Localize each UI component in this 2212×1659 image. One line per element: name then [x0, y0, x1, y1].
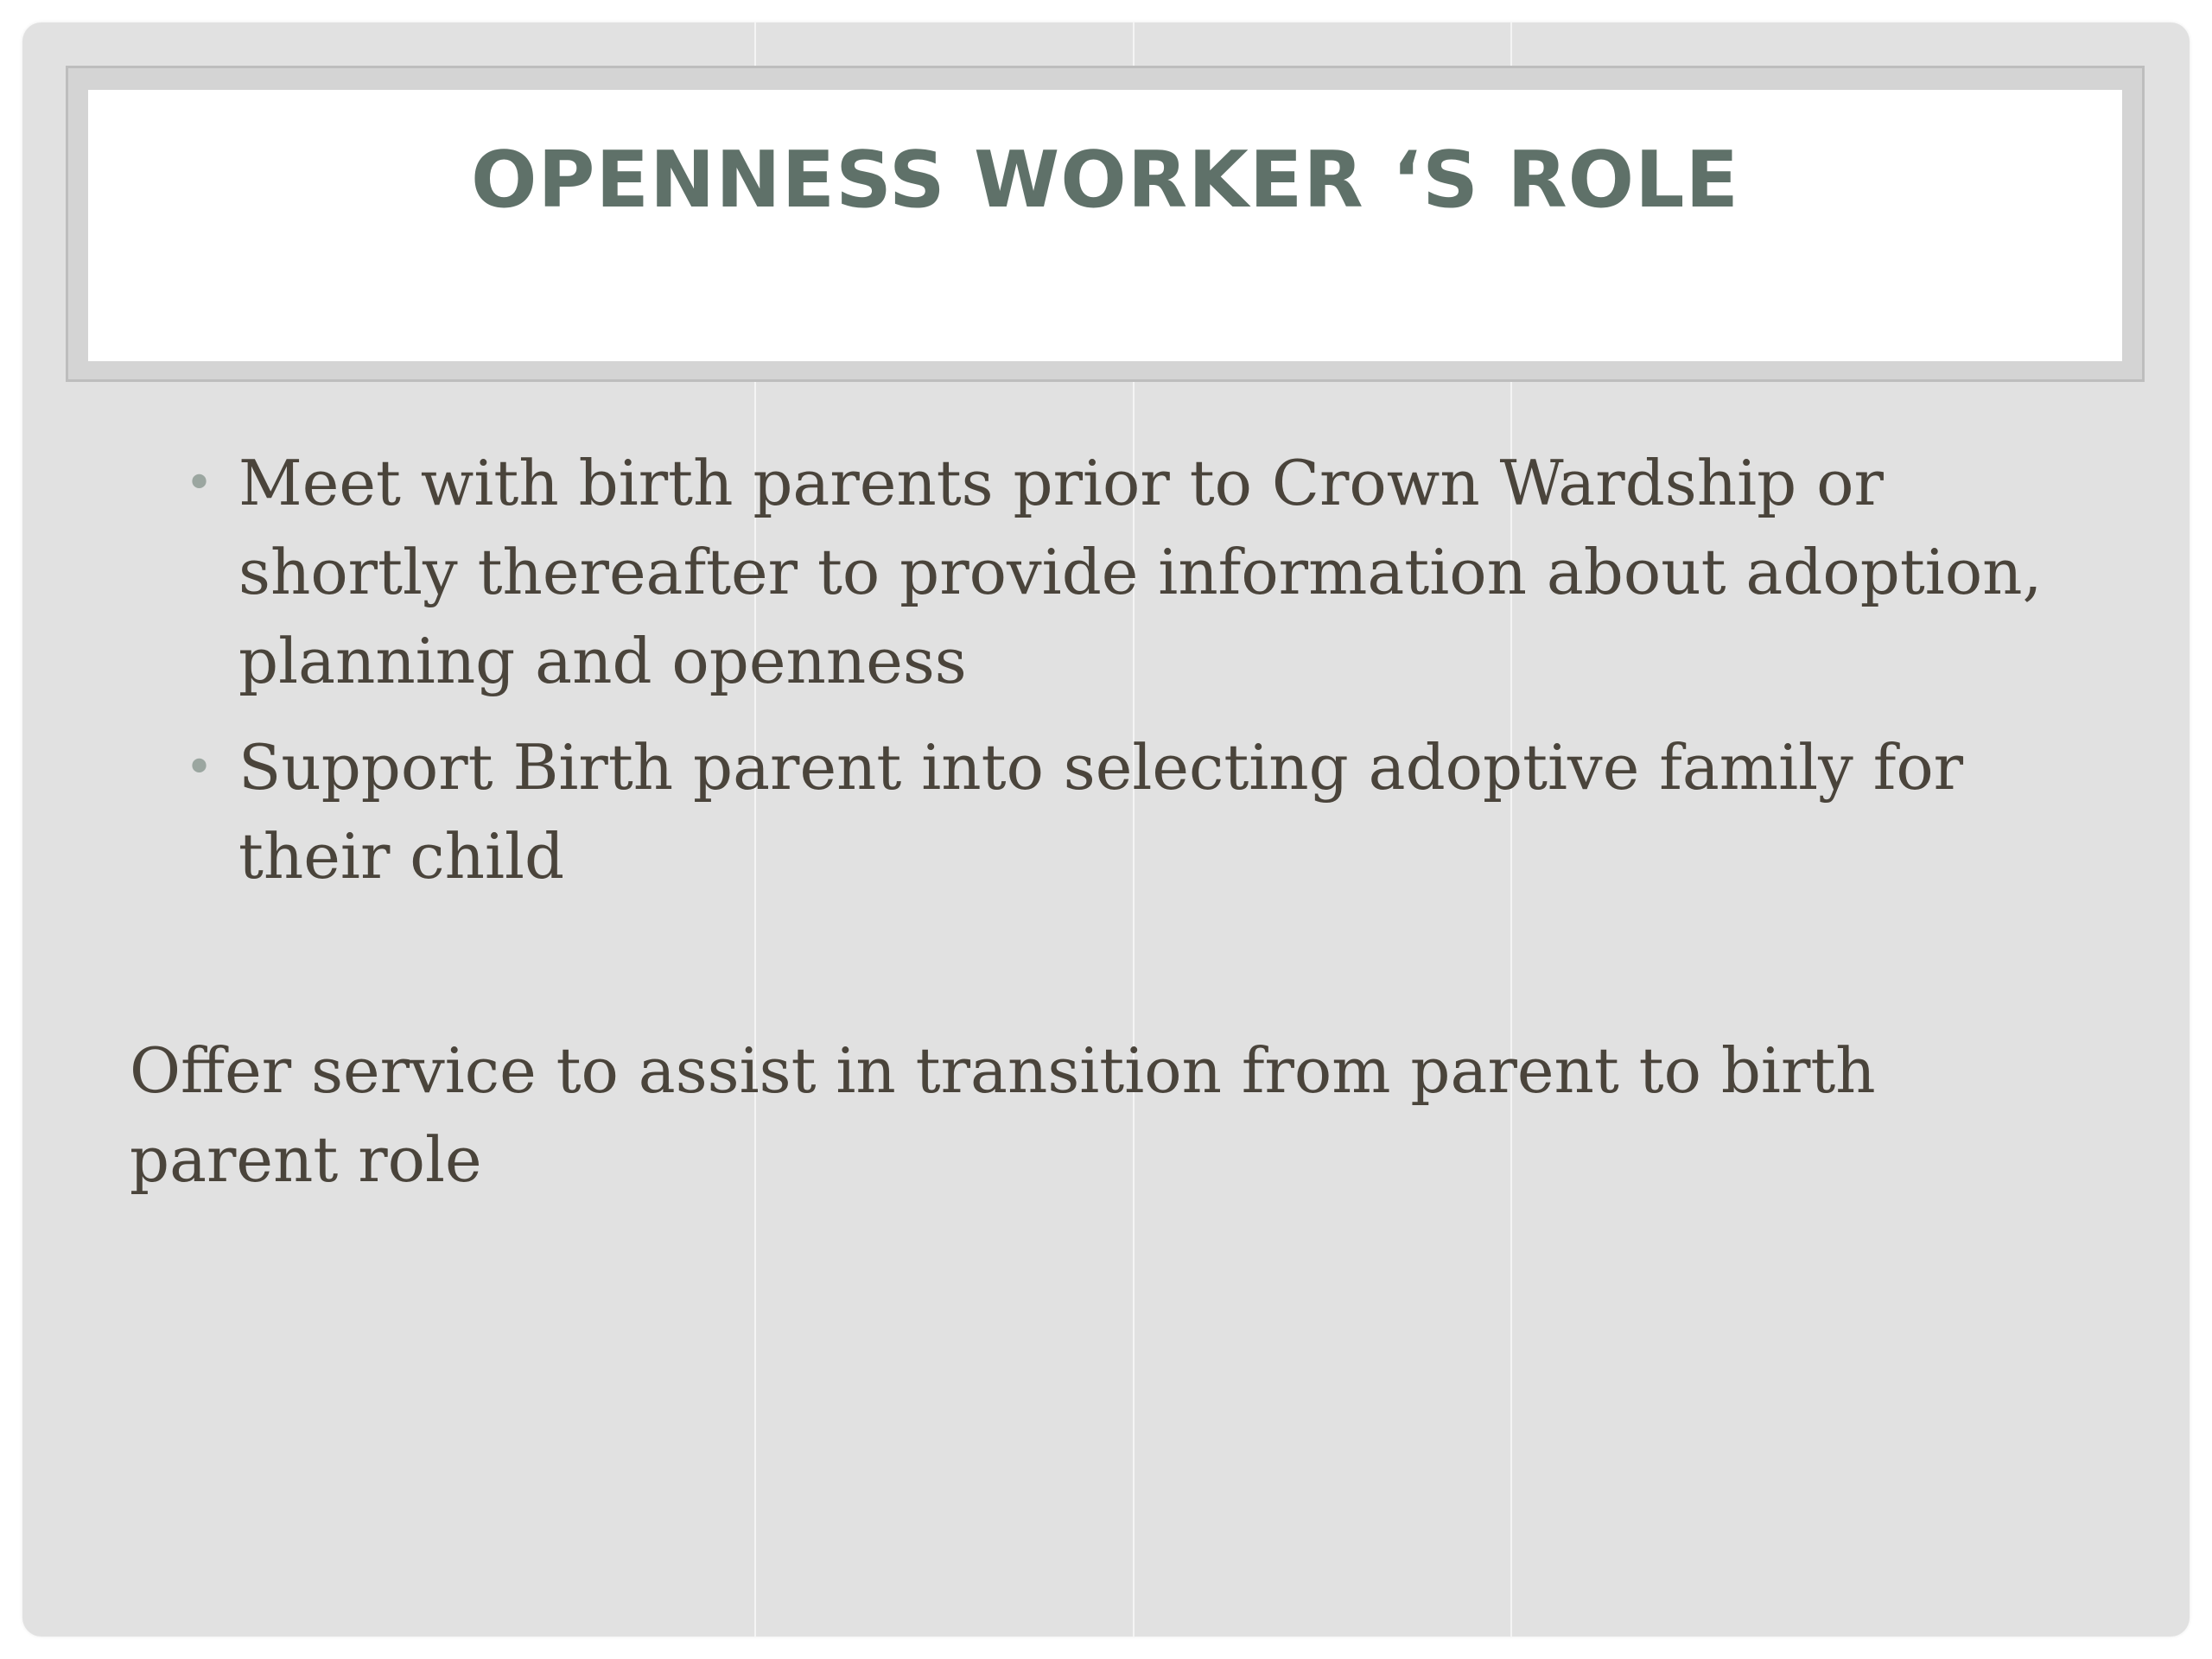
bullet-text: Support Birth parent into selecting adoptive family for their child: [238, 731, 1964, 893]
slide-title: OPENNESS WORKER ‘S ROLE: [471, 135, 1739, 226]
bullet-text: Meet with birth parents prior to Crown Wardship or shortly thereafter to provide information about adoption, planning and openness: [238, 447, 2043, 697]
slide: [22, 22, 2190, 1637]
title-box: [88, 90, 2122, 361]
bullet-item: [130, 723, 2082, 901]
bullet-item: [130, 439, 2082, 706]
bullet-icon: •: [185, 455, 214, 512]
bullet-icon: •: [185, 740, 214, 796]
bullet-list: [130, 439, 2082, 901]
slide-content: [130, 439, 2082, 1205]
body-paragraph: Offer service to assist in transition from parent to birth parent role: [130, 1034, 1876, 1196]
